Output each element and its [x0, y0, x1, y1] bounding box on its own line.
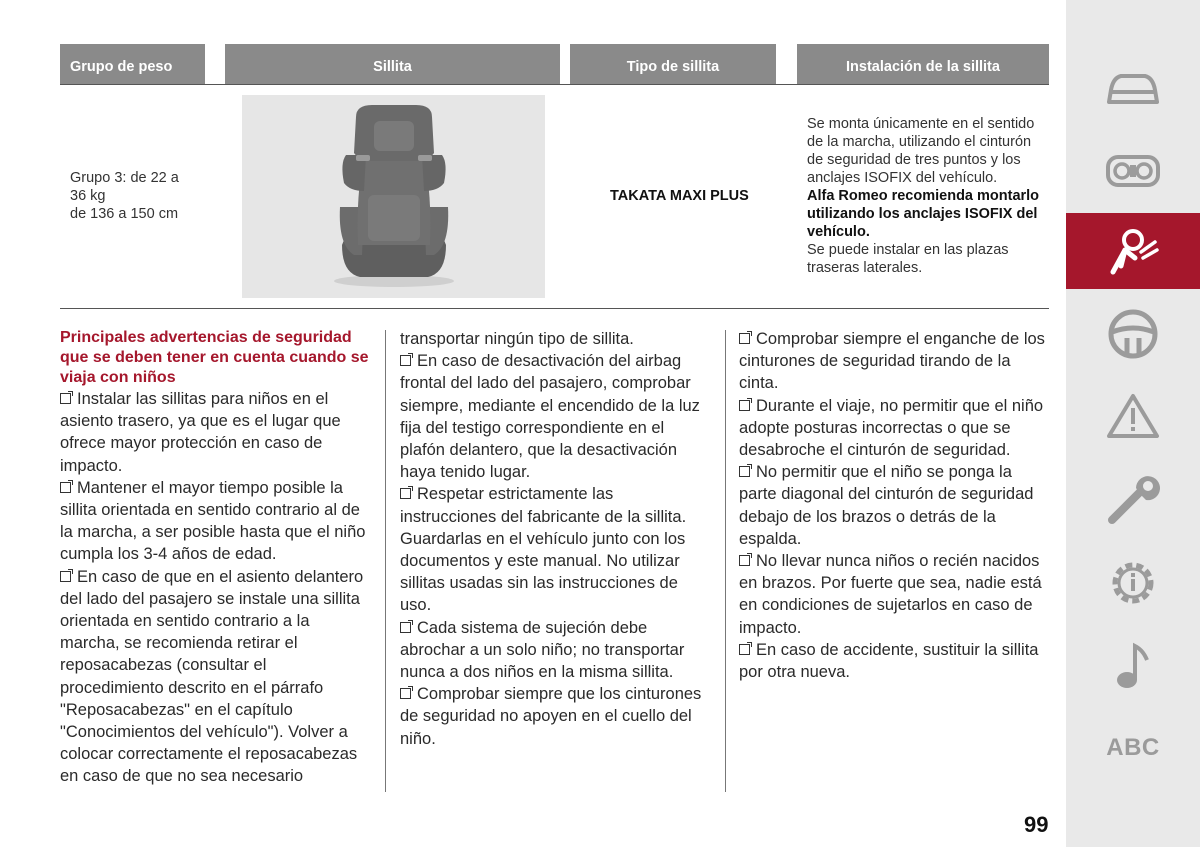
line-text: impacto. [60, 456, 123, 475]
body-text-line [400, 439, 718, 461]
sidebar-item-technical-data[interactable] [1066, 545, 1200, 621]
line-text: En caso de que en el asiento delantero [77, 567, 364, 586]
column-divider [725, 330, 726, 792]
line-text: del lado del pasajero se instale una sillita [60, 589, 360, 608]
sidebar-item-maintenance[interactable] [1066, 462, 1200, 538]
body-text-line [400, 683, 718, 705]
body-text-line [60, 432, 378, 454]
body-text-line [739, 528, 1057, 550]
line-text: Instalar las sillitas para niños en el [77, 390, 329, 408]
line-text: colocar correctamente el reposacabezas [60, 745, 358, 764]
line-text: cumpla los 3-4 años de edad. [60, 545, 277, 564]
body-text-line [400, 483, 718, 505]
airbag-person-icon [1105, 226, 1161, 276]
sidebar-item-car[interactable] [1066, 50, 1200, 126]
body-text-line [739, 639, 1057, 661]
header-label: Sillita [373, 59, 412, 75]
body-text-line [400, 328, 718, 350]
table-divider-top [60, 84, 1049, 85]
text-line: Grupo 3: de 22 a [70, 170, 179, 186]
body-text-line [400, 661, 718, 683]
checkbox-bullet-icon [60, 393, 71, 404]
column-divider [385, 330, 386, 792]
column-lines [400, 328, 718, 750]
body-text-line [739, 328, 1057, 350]
body-text-line [400, 528, 718, 550]
checkbox-bullet-icon [60, 571, 71, 582]
line-text: ofrece mayor protección en caso de [60, 434, 323, 453]
heading-line: que se deben tener en cuenta cuando se [60, 349, 369, 366]
checkbox-bullet-icon [400, 355, 411, 366]
text-line-bold: vehículo. [807, 224, 870, 240]
line-text: de seguridad no apoyen en el cuello del [400, 707, 692, 726]
checkbox-bullet-icon [739, 333, 750, 344]
body-text-line [60, 499, 378, 521]
section-heading [60, 328, 378, 388]
body-text-line [400, 506, 718, 528]
line-text: transportar ningún tipo de sillita. [400, 330, 634, 348]
line-text: procedimiento descrito en el párrafo [60, 678, 324, 697]
text-line: Se monta únicamente en el sentido [807, 116, 1035, 132]
line-text: Durante el viaje, no permitir que el niño [756, 396, 1044, 415]
line-text: Respetar estrictamente las [417, 485, 614, 504]
body-text-line [400, 617, 718, 639]
line-text: Mantener el mayor tiempo posible la [77, 478, 343, 497]
music-note-icon [1113, 640, 1153, 692]
body-text-line [60, 588, 378, 610]
body-text-line [400, 350, 718, 372]
body-text-line [60, 632, 378, 654]
body-text-line [400, 417, 718, 439]
body-text-line [400, 594, 718, 616]
body-text-line [739, 506, 1057, 528]
line-text: sillita orientada en sentido contrario al de [60, 501, 360, 520]
table-header-weight-group [60, 44, 205, 84]
line-text: en brazos. Por fuerte que sea, nadie está [739, 574, 1042, 593]
line-text: la marcha, a ser posible hasta que el niño [60, 523, 366, 542]
line-text: frontal del lado del pasajero, comprobar [400, 374, 691, 393]
text-line: anclajes ISOFIX del vehículo. [807, 170, 998, 186]
line-text: No permitir que el niño se ponga la [756, 463, 1012, 482]
line-text: por otra nueva. [739, 663, 850, 682]
body-text-line [60, 654, 378, 676]
body-text-line [60, 699, 378, 721]
line-text: documentos y este manual. No utilizar [400, 552, 680, 571]
line-text: Cada sistema de sujeción debe [417, 618, 648, 637]
body-text-line [400, 372, 718, 394]
dashboard-icon [1105, 151, 1161, 191]
installation-cell [807, 115, 1039, 277]
info-gear-icon [1105, 555, 1161, 611]
body-text-line [739, 550, 1057, 572]
text-line: de 136 a 150 cm [70, 206, 179, 222]
body-text-line [60, 543, 378, 565]
sidebar-item-dashboard[interactable] [1066, 133, 1200, 209]
body-text-line [60, 521, 378, 543]
body-text-line [739, 461, 1057, 483]
line-text: parte diagonal del cinturón de seguridad [739, 485, 1034, 504]
line-text: uso. [400, 596, 432, 615]
line-text: abrochar a un solo niño; no transportar [400, 640, 685, 659]
body-text-line [739, 594, 1057, 616]
line-text: en condiciones de sujetarlos en caso de [739, 596, 1033, 615]
checkbox-bullet-icon [739, 644, 750, 655]
body-text-line [739, 350, 1057, 372]
line-text: Comprobar siempre que los cinturones [417, 685, 702, 704]
table-header-installation [797, 44, 1049, 84]
table-header-seat [225, 44, 560, 84]
body-text-line [739, 661, 1057, 683]
body-text-line [739, 372, 1057, 394]
body-text-line [60, 566, 378, 588]
line-text: En caso de desactivación del airbag [417, 352, 682, 371]
body-text-line [60, 455, 378, 477]
header-label: Grupo de peso [70, 59, 173, 75]
seat-type-cell: TAKATA MAXI PLUS [610, 188, 749, 204]
sidebar-item-safety[interactable] [1066, 213, 1200, 289]
chapter-sidebar [1066, 0, 1200, 847]
sidebar-item-driving[interactable] [1066, 296, 1200, 372]
line-text: No llevar nunca niños o recién nacidos [756, 552, 1040, 571]
line-text: desabroche el cinturón de seguridad. [739, 441, 1011, 460]
body-text-line [400, 550, 718, 572]
line-text: "Conocimientos del vehículo"). Volver a [60, 723, 348, 742]
heading-line: Principales advertencias de seguridad [60, 329, 352, 346]
child-seat-photo [242, 95, 545, 298]
line-text: adopte posturas incorrectas o que se [739, 418, 1011, 437]
line-text: niño. [400, 729, 436, 748]
line-text: cinta. [739, 374, 779, 393]
line-text: sillitas usadas sin las instrucciones de [400, 574, 678, 593]
steering-wheel-icon [1107, 308, 1159, 360]
heading-line: viaja con niños [60, 369, 176, 386]
checkbox-bullet-icon [739, 400, 750, 411]
table-header-seat-type [570, 44, 776, 84]
sidebar-item-index[interactable] [1066, 710, 1200, 786]
line-text: fija del testigo correspondiente en el [400, 418, 665, 437]
body-text-line [60, 743, 378, 765]
body-text-line [739, 572, 1057, 594]
text-column-1 [60, 328, 378, 788]
text-line-bold: Alfa Romeo recomienda montarlo [807, 188, 1040, 204]
text-line-bold: utilizando los anclajes ISOFIX del [807, 206, 1038, 222]
checkbox-bullet-icon [60, 482, 71, 493]
body-text-line [739, 439, 1057, 461]
sidebar-item-multimedia[interactable] [1066, 628, 1200, 704]
body-text-line [400, 461, 718, 483]
checkbox-bullet-icon [739, 466, 750, 477]
body-text-line [739, 417, 1057, 439]
abc-index-label: ABC [1106, 734, 1160, 761]
warning-triangle-icon [1106, 392, 1160, 440]
line-text: plafón delantero, que la desactivación [400, 441, 678, 460]
line-text: Comprobar siempre el enganche de los [756, 330, 1045, 348]
text-line: 36 kg [70, 188, 106, 204]
body-text-line [400, 395, 718, 417]
body-text-line [60, 610, 378, 632]
text-line: de la marcha, utilizando el cinturón [807, 134, 1032, 150]
text-column-2 [400, 328, 718, 750]
line-text: reposacabezas (consultar el [60, 656, 267, 675]
body-text-line [60, 388, 378, 410]
line-text: "Reposacabezas" en el capítulo [60, 700, 293, 719]
line-text: nunca a dos niños en la misma sillita. [400, 663, 674, 682]
line-text: marcha, se recomienda retirar el [60, 634, 298, 653]
line-text: en caso de que no sea necesario [60, 767, 304, 786]
checkbox-bullet-icon [400, 688, 411, 699]
body-text-line [739, 617, 1057, 639]
checkbox-bullet-icon [400, 488, 411, 499]
page-number: 99 [1024, 812, 1049, 837]
line-text: En caso de accidente, sustituir la sillita [756, 640, 1039, 659]
table-divider-bottom [60, 308, 1049, 309]
line-text: espalda. [739, 529, 802, 548]
wrench-icon [1106, 472, 1160, 528]
line-text: orientada en sentido contrario a la [60, 612, 310, 631]
body-text-line [60, 721, 378, 743]
car-icon [1105, 66, 1161, 110]
line-text: cinturones de seguridad tirando de la [739, 352, 1011, 371]
body-text-line [400, 705, 718, 727]
text-column-3 [739, 328, 1057, 683]
body-text-line [60, 677, 378, 699]
line-text: instrucciones del fabricante de la sillita. [400, 507, 687, 526]
text-line: traseras laterales. [807, 260, 923, 276]
text-line: de seguridad de tres puntos y los [807, 152, 1021, 168]
line-text: haya tenido lugar. [400, 463, 531, 482]
body-text-line [400, 728, 718, 750]
line-text: debajo de los brazos o detrás de la [739, 507, 996, 526]
line-text: impacto. [739, 618, 802, 637]
line-text: Guardarlas en el vehículo junto con los [400, 529, 686, 548]
weight-group-cell [70, 169, 179, 223]
booster-seat-image [242, 95, 545, 298]
header-label: Instalación de la sillita [846, 59, 1000, 75]
body-text-line [739, 483, 1057, 505]
header-label: Tipo de sillita [626, 59, 720, 75]
line-text: asiento trasero, ya que es el lugar que [60, 412, 341, 431]
body-text-line [400, 639, 718, 661]
sidebar-item-warnings[interactable] [1066, 378, 1200, 454]
body-text-line [60, 477, 378, 499]
column-lines [60, 388, 378, 788]
checkbox-bullet-icon [400, 622, 411, 633]
checkbox-bullet-icon [739, 555, 750, 566]
line-text: siempre, mediante el encendido de la luz [400, 396, 700, 415]
column-lines [739, 328, 1057, 683]
body-text-line [400, 572, 718, 594]
body-text-line [60, 410, 378, 432]
body-text-line [60, 765, 378, 787]
body-text-line [739, 395, 1057, 417]
text-line: Se puede instalar en las plazas [807, 242, 1009, 258]
